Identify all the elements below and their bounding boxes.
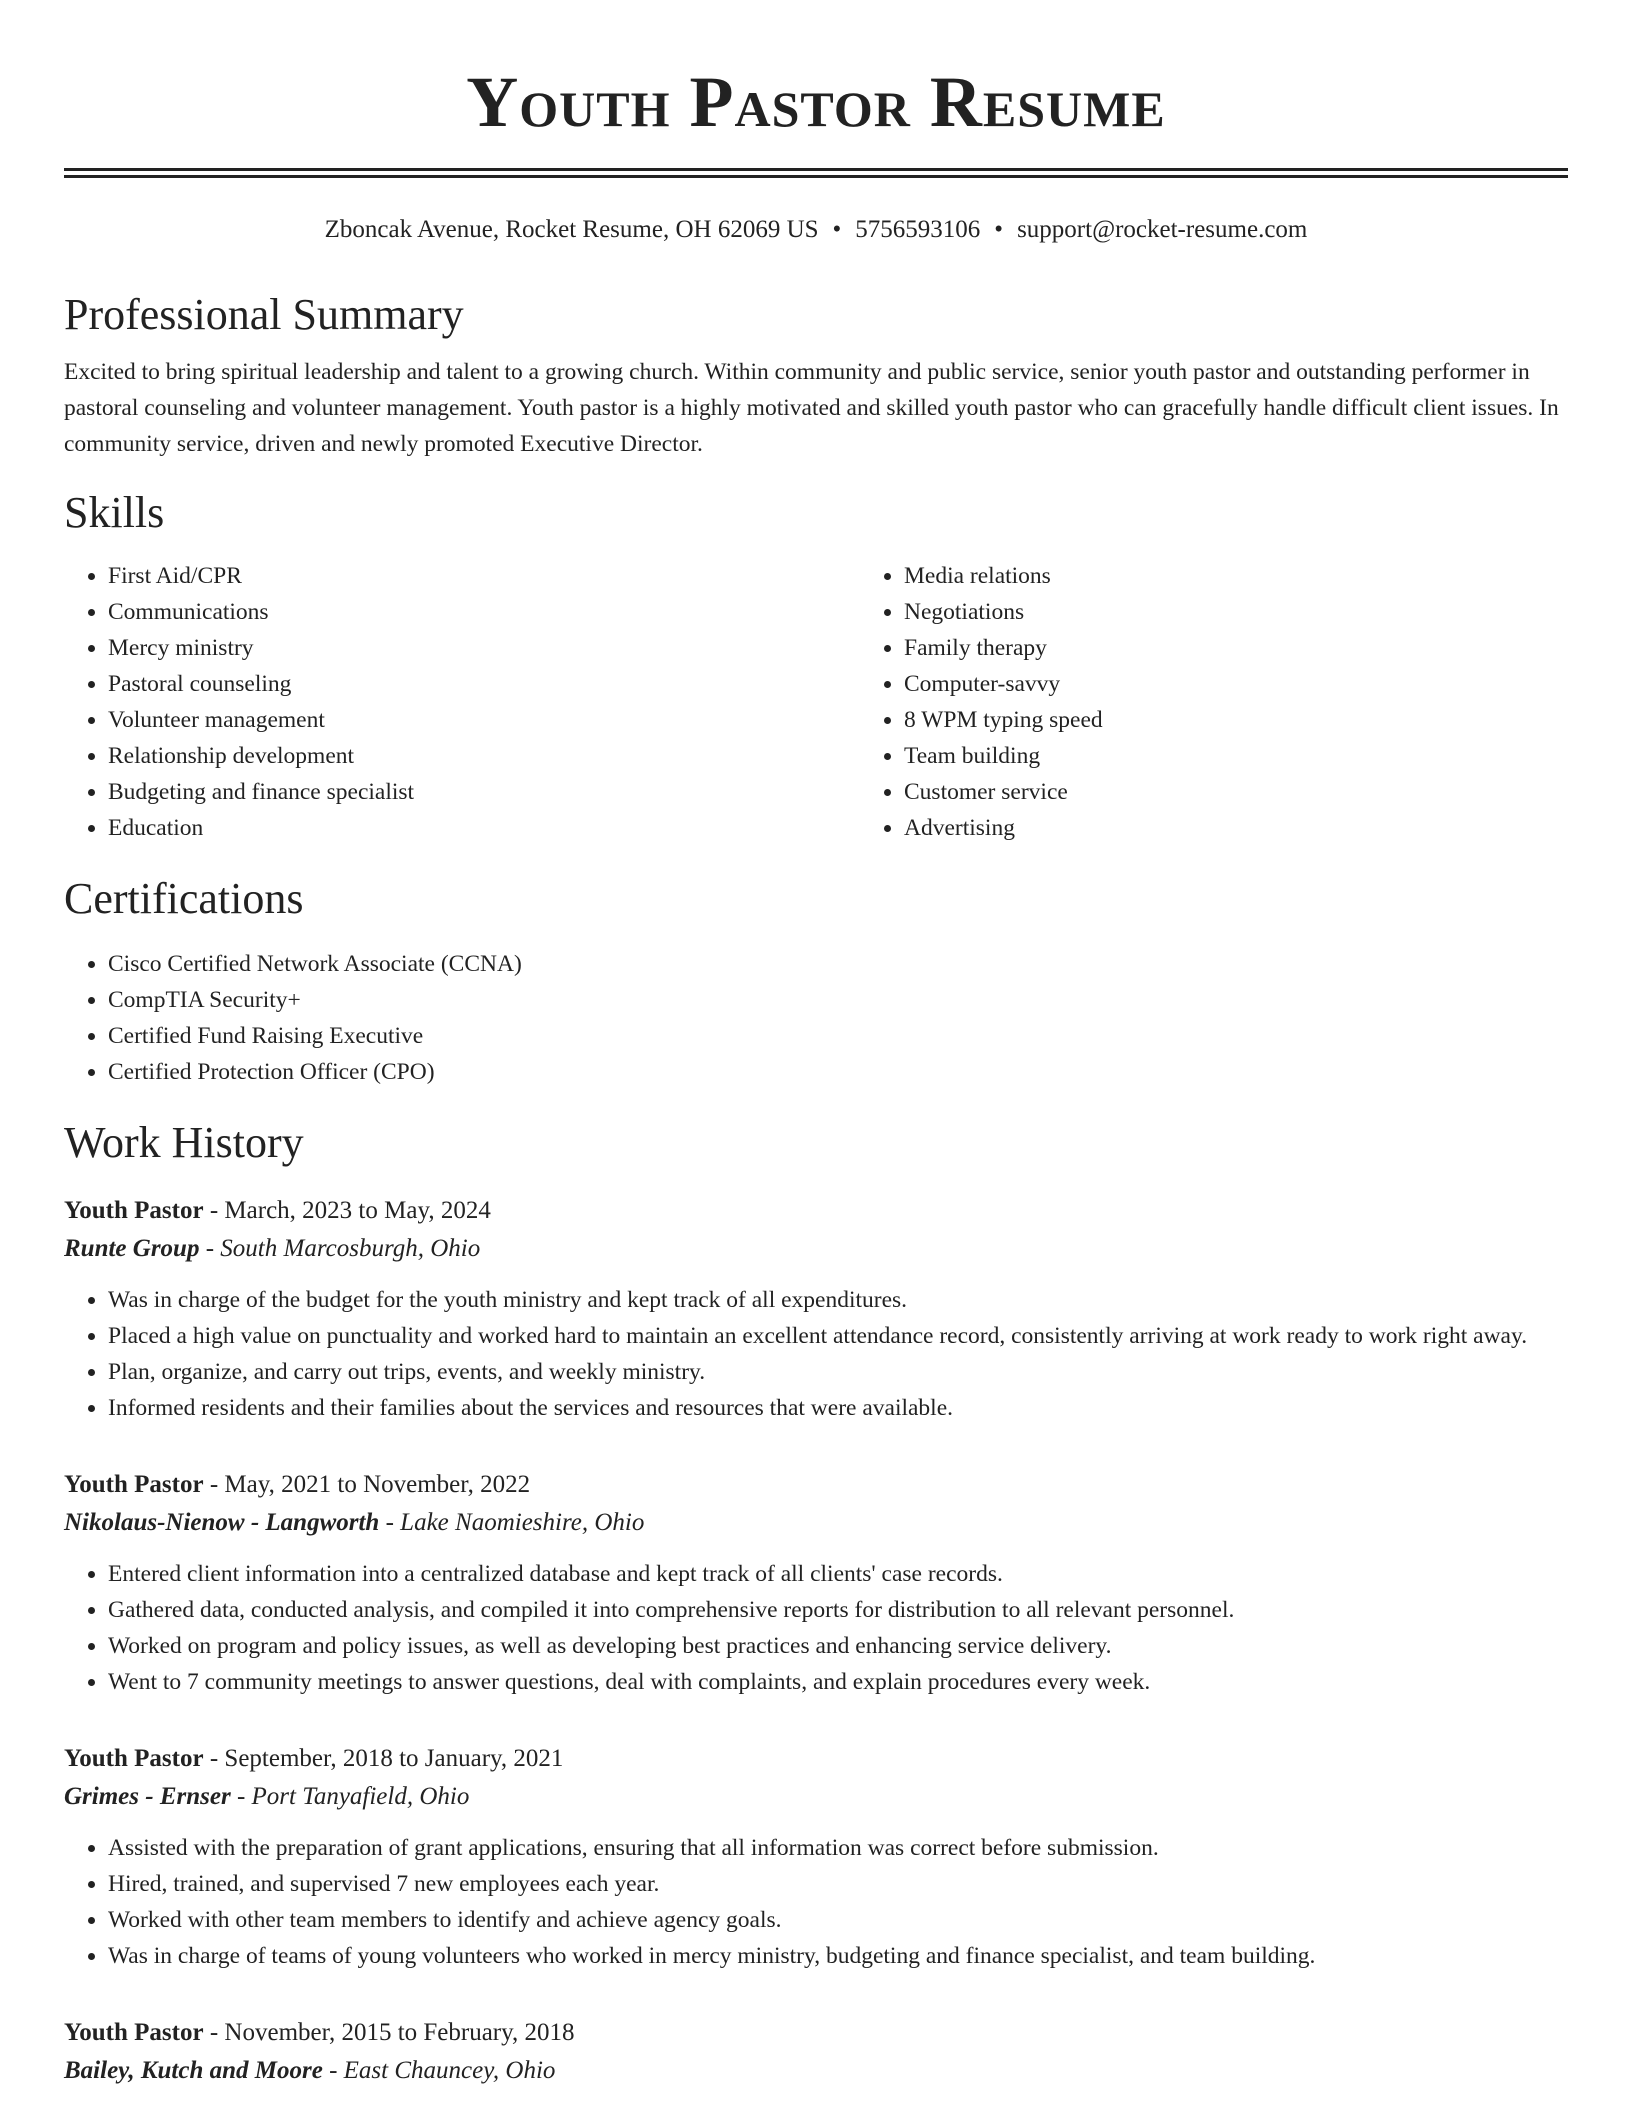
skill-item: • First Aid/CPR	[108, 558, 860, 594]
title-double-rule	[64, 168, 1568, 178]
skills-right-list	[860, 558, 1632, 846]
job-dates: September, 2018 to January, 2021	[224, 1745, 564, 1772]
skills-columns	[64, 558, 1568, 846]
job-dates: March, 2023 to May, 2024	[224, 1197, 491, 1224]
skill-item: • Advertising	[904, 810, 1632, 846]
resume-title: Youth Pastor Resume	[466, 62, 1166, 142]
skill-item: • Mercy ministry	[108, 630, 860, 666]
job-location: East Chauncey, Ohio	[343, 2057, 556, 2084]
contact-phone: 5756593106	[855, 216, 981, 243]
dash-separator: -	[199, 1235, 221, 1262]
job-location: Lake Naomieshire, Ohio	[400, 1509, 645, 1536]
job-bullet: • Worked on program and policy issues, as well as developing best practices and enhancing service delivery.	[108, 1628, 1568, 1664]
job-bullet: • Gathered data, conducted analysis, and compiled it into comprehensive reports for distribution to all relevant personnel.	[108, 1592, 1568, 1628]
skill-item: • Negotiations	[904, 594, 1632, 630]
skills-left-list	[64, 558, 860, 846]
skill-item: • Budgeting and finance specialist	[108, 774, 860, 810]
summary-heading: Professional Summary	[64, 290, 464, 339]
job-bullet: • Went to 7 community meetings to answer questions, deal with complaints, and explain procedures every week.	[108, 1664, 1568, 1700]
job-company-line	[64, 1230, 1568, 1268]
skill-item: • Pastoral counseling	[108, 666, 860, 702]
job-company-line	[64, 1778, 1568, 1816]
job-bullet: • Placed a high value on punctuality and worked hard to maintain an excellent attendance record, consistently arriving at work ready to work right away.	[108, 1318, 1568, 1354]
job-dates: May, 2021 to November, 2022	[224, 1471, 531, 1498]
job-bullet: • Informed residents and their families about the services and resources that were available.	[108, 1390, 1568, 1426]
skill-item: • Communications	[108, 594, 860, 630]
job-bullets	[64, 1556, 1568, 1700]
job-bullet: • Was in charge of the budget for the youth ministry and kept track of all expenditures.	[108, 1282, 1568, 1318]
contact-line	[64, 214, 1568, 246]
work-history-heading: Work History	[64, 1118, 304, 1167]
dash-separator: -	[379, 1509, 401, 1536]
job-bullet: • Assisted with the preparation of grant applications, ensuring that all information was correct before submission.	[108, 1830, 1568, 1866]
job-company: Bailey, Kutch and Moore	[64, 2057, 323, 2084]
dash-separator: -	[203, 1745, 225, 1772]
skill-item: • Family therapy	[904, 630, 1632, 666]
job-title: Youth Pastor	[64, 2019, 204, 2046]
contact-separator: •	[994, 216, 1004, 243]
contact-address: Zboncak Avenue, Rocket Resume, OH 62069 US	[324, 216, 819, 243]
job-bullets	[64, 1282, 1568, 1426]
skill-item: • Customer service	[904, 774, 1632, 810]
job-title-line	[64, 2014, 1568, 2052]
job-location: Port Tanyafield, Ohio	[251, 1783, 470, 1810]
certification-item: • CompTIA Security+	[108, 982, 1568, 1018]
dash-separator: -	[203, 1471, 225, 1498]
job-entry	[64, 2014, 1568, 2090]
job-title-line	[64, 1466, 1568, 1504]
job-company-line	[64, 1504, 1568, 1542]
dash-separator: -	[203, 2019, 225, 2046]
job-entry	[64, 1740, 1568, 1974]
skill-item: • Media relations	[904, 558, 1632, 594]
job-bullet: • Entered client information into a centralized database and kept track of all clients' case records.	[108, 1556, 1568, 1592]
contact-email: support@rocket-resume.com	[1017, 216, 1308, 243]
job-company: Runte Group	[64, 1235, 200, 1262]
certification-item: • Certified Protection Officer (CPO)	[108, 1054, 1568, 1090]
skill-item: • Team building	[904, 738, 1632, 774]
job-entry	[64, 1466, 1568, 1700]
job-title: Youth Pastor	[64, 1471, 204, 1498]
job-dates: November, 2015 to February, 2018	[224, 2019, 575, 2046]
job-company: Grimes - Ernser	[64, 1783, 231, 1810]
job-bullet: • Was in charge of teams of young volunteers who worked in mercy ministry, budgeting and finance specialist, and team building.	[108, 1938, 1568, 1974]
job-bullets	[64, 1830, 1568, 1974]
skills-heading: Skills	[64, 488, 165, 537]
skill-item: • Volunteer management	[108, 702, 860, 738]
job-company-line	[64, 2052, 1568, 2090]
job-title: Youth Pastor	[64, 1197, 204, 1224]
certification-item: • Cisco Certified Network Associate (CCNA)	[108, 946, 1568, 982]
dash-separator: -	[230, 1783, 252, 1810]
summary-text: Excited to bring spiritual leadership and talent to a growing church. Within community and public service, senior youth pastor and outstanding performer in pastoral counseling and volunteer management. Youth pastor is a highly motivated and skilled youth pastor who can gracefully handle difficult client issues. In community service, driven and newly promoted Executive Director.	[64, 359, 1559, 457]
job-bullet: • Worked with other team members to identify and achieve agency goals.	[108, 1902, 1568, 1938]
certification-item: • Certified Fund Raising Executive	[108, 1018, 1568, 1054]
job-title: Youth Pastor	[64, 1745, 204, 1772]
certifications-list	[64, 946, 1568, 1090]
skill-item: • Relationship development	[108, 738, 860, 774]
job-title-line	[64, 1740, 1568, 1778]
job-entry	[64, 1192, 1568, 1426]
dash-separator: -	[203, 1197, 225, 1224]
skill-item: • 8 WPM typing speed	[904, 702, 1632, 738]
job-location: South Marcosburgh, Ohio	[220, 1235, 481, 1262]
job-title-line	[64, 1192, 1568, 1230]
contact-separator: •	[832, 216, 842, 243]
job-bullet: • Hired, trained, and supervised 7 new employees each year.	[108, 1866, 1568, 1902]
skill-item: • Education	[108, 810, 860, 846]
job-bullet: • Plan, organize, and carry out trips, events, and weekly ministry.	[108, 1354, 1568, 1390]
skill-item: • Computer-savvy	[904, 666, 1632, 702]
dash-separator: -	[322, 2057, 344, 2084]
certifications-heading: Certifications	[64, 874, 304, 923]
job-company: Nikolaus-Nienow - Langworth	[64, 1509, 380, 1536]
